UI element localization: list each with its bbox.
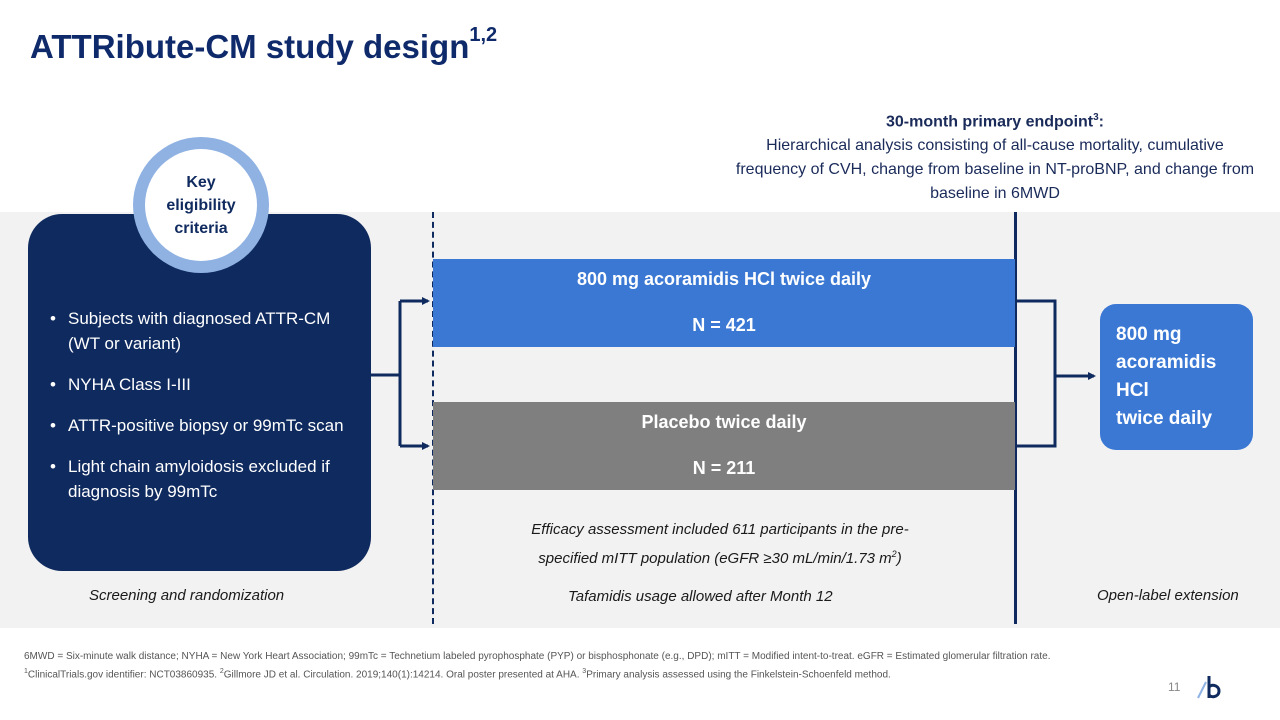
references-footnote: [24, 664, 1154, 682]
efficacy-line-2: [470, 542, 970, 571]
ref3-sup: 3: [582, 668, 587, 675]
circle-line: Key: [186, 173, 216, 191]
eligibility-item: • ATTR-positive biopsy or 99mTc scan: [46, 413, 366, 438]
acoramidis-arm: [433, 259, 1015, 347]
eligibility-criteria-list: [46, 306, 366, 520]
footnotes: [24, 649, 1154, 682]
endpoint-heading-text: 30-month primary endpoint: [885, 113, 1094, 131]
tafamidis-caption: Tafamidis usage allowed after Month 12: [568, 588, 833, 605]
placebo-arm-n: N = 211: [692, 458, 756, 478]
primary-endpoint: [730, 106, 1260, 206]
endpoint-heading-colon: :: [1098, 113, 1104, 131]
placebo-arm: [433, 402, 1015, 490]
placebo-arm-label: Placebo twice daily: [641, 412, 807, 432]
slide-title-text: ATTRibute-CM study design: [30, 28, 470, 65]
ref2-text: Gillmore JD et al. Circulation. 2019;140(1):14214. Oral poster presented at AHA.: [223, 669, 583, 681]
primary-endpoint-text: Hierarchical analysis consisting of all-cause mortality, cumulative frequency of CVH, change from baseline in NT-proBNP, and change from baseline in 6MWD: [735, 137, 1255, 203]
open-label-caption: Open-label extension: [1097, 587, 1239, 604]
efficacy-line-2-text: specified mITT population (eGFR ≥30 mL/min/1.73 m: [538, 550, 892, 567]
extension-line: twice daily: [1116, 408, 1213, 429]
abbreviations-footnote: 6MWD = Six-minute walk distance; NYHA = New York Heart Association; 99mTc = Technetium labeled pyrophosphate (PYP) or bisphosphonate (e.g., DPD); mITT = Modified intent-to-treat. eGFR = Estimated glomerular filtration rate.: [24, 651, 1051, 662]
extension-line: 800 mg: [1116, 324, 1182, 345]
eligibility-item: • NYHA Class I-III: [46, 372, 366, 397]
primary-endpoint-heading: [730, 106, 1260, 134]
slide-title-superscript: 1,2: [469, 24, 498, 46]
key-eligibility-circle: [145, 149, 257, 261]
eligibility-item: • Subjects with diagnosed ATTR-CM (WT or variant): [46, 306, 366, 356]
extension-line: HCl: [1116, 380, 1149, 401]
screening-caption: Screening and randomization: [89, 587, 285, 604]
open-label-extension-box: [1100, 304, 1253, 450]
page-number: 11: [1168, 680, 1181, 694]
extension-line: acoramidis: [1116, 352, 1217, 373]
ref1-sup: 1: [24, 668, 28, 675]
efficacy-line-2-sup: 2: [891, 549, 897, 559]
brand-logo-icon: [1194, 672, 1222, 702]
ref3-text: Primary analysis assessed using the Finkelstein-Schoenfeld method.: [586, 669, 891, 681]
circle-line: criteria: [174, 219, 228, 237]
eligibility-item: • Light chain amyloidosis excluded if diagnosis by 99mTc: [46, 454, 366, 504]
efficacy-line-1: Efficacy assessment included 611 participants in the pre-: [531, 521, 909, 538]
circle-line: eligibility: [166, 196, 236, 214]
ref1-text: ClinicalTrials.gov identifier: NCT03860935.: [27, 669, 220, 681]
endpoint-heading-sup: 3: [1093, 112, 1099, 123]
efficacy-note: [470, 518, 970, 571]
ref2-sup: 2: [219, 668, 224, 675]
slide-title: [30, 24, 498, 66]
acoramidis-arm-label: 800 mg acoramidis HCl twice daily: [576, 269, 872, 289]
efficacy-line-2-end: ): [896, 550, 902, 567]
acoramidis-arm-n: N = 421: [692, 315, 756, 335]
